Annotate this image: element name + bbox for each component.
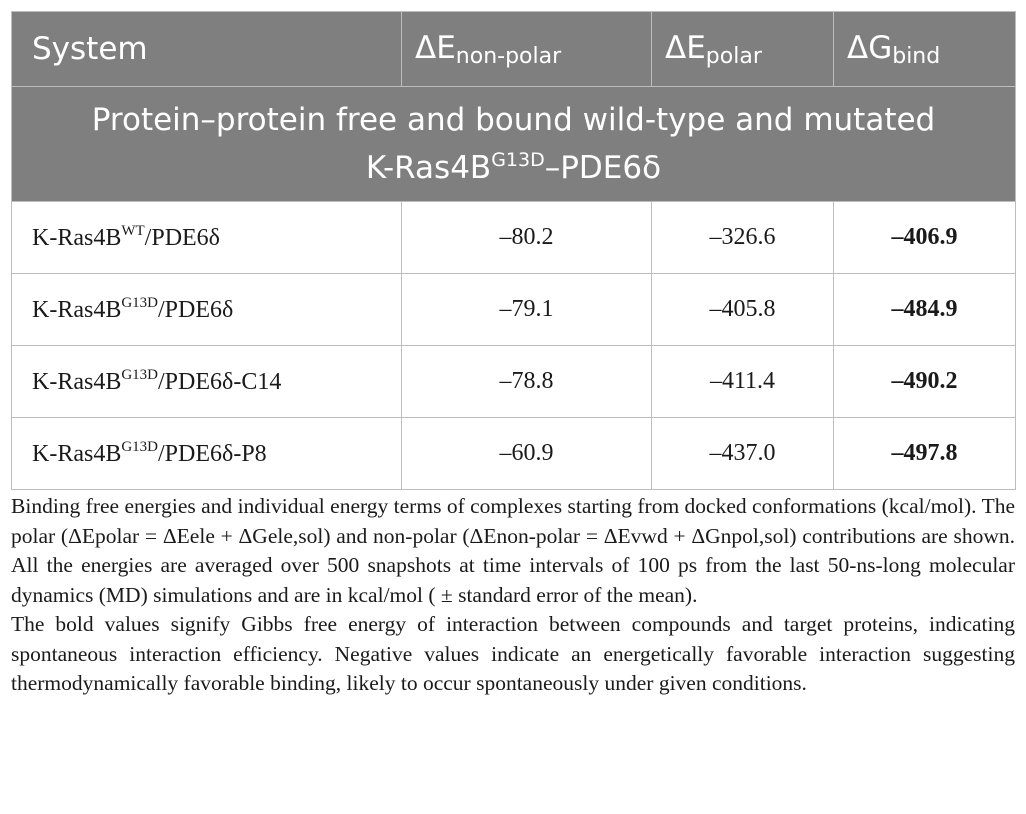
- nonpolar-cell: –78.8: [402, 346, 652, 418]
- energy-table: [11, 11, 1016, 490]
- bind-cell: –490.2: [834, 346, 1016, 418]
- system-suffix: /PDE6δ-P8: [158, 441, 267, 467]
- system-name: K-Ras4B: [32, 441, 122, 467]
- group-title-line2-post: –PDE6δ: [544, 150, 662, 186]
- header-polar: [652, 12, 834, 87]
- group-title-line2-pre: K-Ras4B: [365, 150, 492, 186]
- header-bind: [834, 12, 1016, 87]
- polar-cell: –437.0: [652, 418, 834, 490]
- header-bind-base: ΔG: [847, 29, 893, 66]
- table-row: [12, 346, 1016, 418]
- header-row: [12, 12, 1016, 87]
- system-suffix: /PDE6δ: [158, 297, 234, 323]
- system-suffix: /PDE6δ: [144, 225, 220, 251]
- table-row: [12, 202, 1016, 274]
- table-row: [12, 274, 1016, 346]
- system-suffix: /PDE6δ-C14: [158, 369, 282, 395]
- system-cell: [12, 418, 402, 490]
- nonpolar-cell: –79.1: [402, 274, 652, 346]
- system-name: K-Ras4B: [32, 225, 122, 251]
- system-name: K-Ras4B: [32, 297, 122, 323]
- polar-cell: –326.6: [652, 202, 834, 274]
- system-cell: [12, 346, 402, 418]
- header-system-label: System: [32, 31, 148, 67]
- bind-cell: –406.9: [834, 202, 1016, 274]
- system-sup: G13D: [121, 295, 159, 311]
- footnote-bold-values: The bold values signify Gibbs free energy of interaction between compounds and target proteins, indicating spontaneous interaction efficiency. Negative values indicate an energetically favorable interaction suggesting thermodynamically favorable binding, likely to occur spontaneously under given conditions.: [11, 612, 1015, 695]
- table-footnotes: [11, 492, 1015, 699]
- header-bind-sub: bind: [892, 43, 941, 69]
- bind-cell: –497.8: [834, 418, 1016, 490]
- bind-cell: –484.9: [834, 274, 1016, 346]
- group-title-line1: Protein–protein free and bound wild-type and mutated: [91, 102, 936, 138]
- system-sup: G13D: [121, 367, 159, 383]
- system-cell: [12, 202, 402, 274]
- header-nonpolar-sub: non-polar: [455, 43, 562, 69]
- header-system: [12, 12, 402, 87]
- group-title-line2-sup: G13D: [491, 149, 545, 171]
- polar-cell: –405.8: [652, 274, 834, 346]
- header-polar-base: ΔE: [665, 29, 706, 66]
- table-row: [12, 418, 1016, 490]
- nonpolar-cell: –60.9: [402, 418, 652, 490]
- system-sup: WT: [121, 223, 145, 239]
- header-nonpolar: [402, 12, 652, 87]
- polar-cell: –411.4: [652, 346, 834, 418]
- group-title: [12, 87, 1016, 202]
- system-cell: [12, 274, 402, 346]
- header-polar-sub: polar: [705, 43, 762, 69]
- header-nonpolar-base: ΔE: [415, 29, 456, 66]
- group-header-row: [12, 87, 1016, 202]
- footnote-energies: Binding free energies and individual energy terms of complexes starting from docked conformations (kcal/mol). The polar (ΔEpolar = ΔEele + ΔGele,sol) and non-polar (ΔEnon-polar = ΔEvwd + ΔGnpol,sol) contributions are shown. All the energies are averaged over 500 snapshots at time intervals of 100 ps from the last 50-ns-long molecular dynamics (MD) simulations and are in kcal/mol ( ± standard error of the mean).: [11, 494, 1015, 607]
- nonpolar-cell: –80.2: [402, 202, 652, 274]
- system-name: K-Ras4B: [32, 369, 122, 395]
- system-sup: G13D: [121, 439, 159, 455]
